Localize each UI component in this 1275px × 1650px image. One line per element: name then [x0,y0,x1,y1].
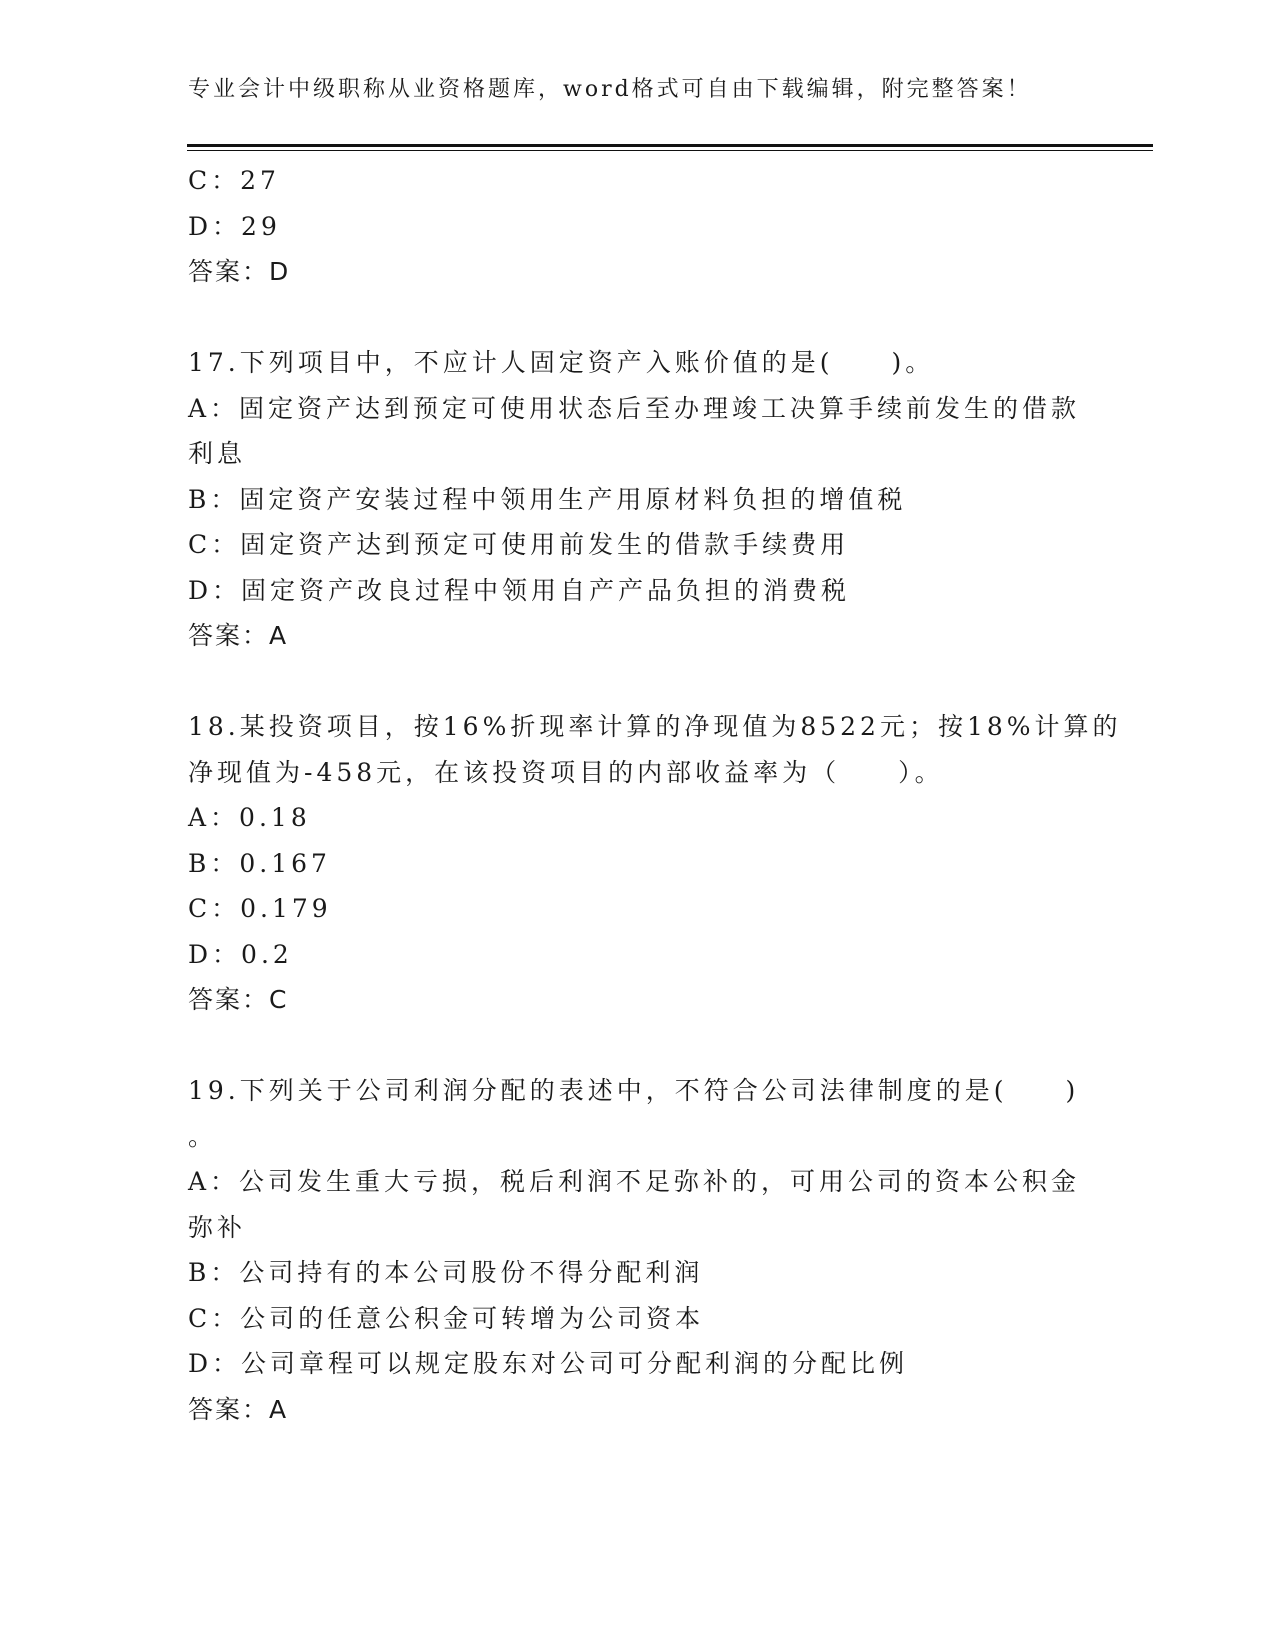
option-a: A：0.18 [188,803,311,832]
question-stem-continued: 。 [188,1121,218,1151]
question-19 [188,1068,1088,1432]
option-a-continued: 弥补 [188,1212,247,1242]
spacer [188,295,1088,341]
question-stem-continued: 净现值为-458元，在该投资项目的内部收益率为（ ）。 [188,757,944,787]
option-d: D：公司章程可以规定股东对公司可分配利润的分配比例 [188,1349,909,1378]
spacer [188,659,1088,705]
option-d: D：29 [188,211,281,241]
answer: 答案：C [188,985,289,1014]
answer: 答案：D [188,257,291,286]
question-18 [188,704,1122,1023]
option-a: A：公司发生重大亏损，税后利润不足弥补的，可用公司的资本公积金 [188,1167,1081,1196]
option-a-continued: 利息 [188,439,247,468]
answer: 答案：A [188,621,289,650]
page-header: 专业会计中级职称从业资格题库，word格式可自由下载编辑，附完整答案！ [188,77,1032,102]
answer: 答案：A [188,1394,289,1424]
option-c: C：0.179 [188,894,332,923]
option-c: C：固定资产达到预定可使用前发生的借款手续费用 [188,530,850,559]
question-stem: 19.下列关于公司利润分配的表述中，不符合公司法律制度的是( ) [188,1076,1080,1105]
header-rule-thin [187,150,1153,151]
header-rule-thick [187,144,1153,147]
option-b: B：0.167 [188,848,331,878]
option-b: B：固定资产安装过程中领用生产用原材料负担的增值税 [188,484,907,514]
option-b: B：公司持有的本公司股份不得分配利润 [188,1258,704,1287]
option-d: D：固定资产改良过程中领用自产产品负担的消费税 [188,575,851,605]
question-content [188,158,1122,1432]
option-d: D：0.2 [188,939,293,969]
spacer [188,1023,1088,1069]
option-c: C：公司的任意公积金可转增为公司资本 [188,1303,705,1333]
question-17 [188,340,1088,659]
option-c: C：27 [188,166,280,195]
question-stem: 18.某投资项目，按16%折现率计算的净现值为8522元；按18%计算的 [188,712,1122,741]
prev-question [188,158,1088,295]
option-a: A：固定资产达到预定可使用状态后至办理竣工决算手续前发生的借款 [188,393,1081,423]
question-stem: 17.下列项目中，不应计人固定资产入账价值的是( )。 [188,348,935,377]
